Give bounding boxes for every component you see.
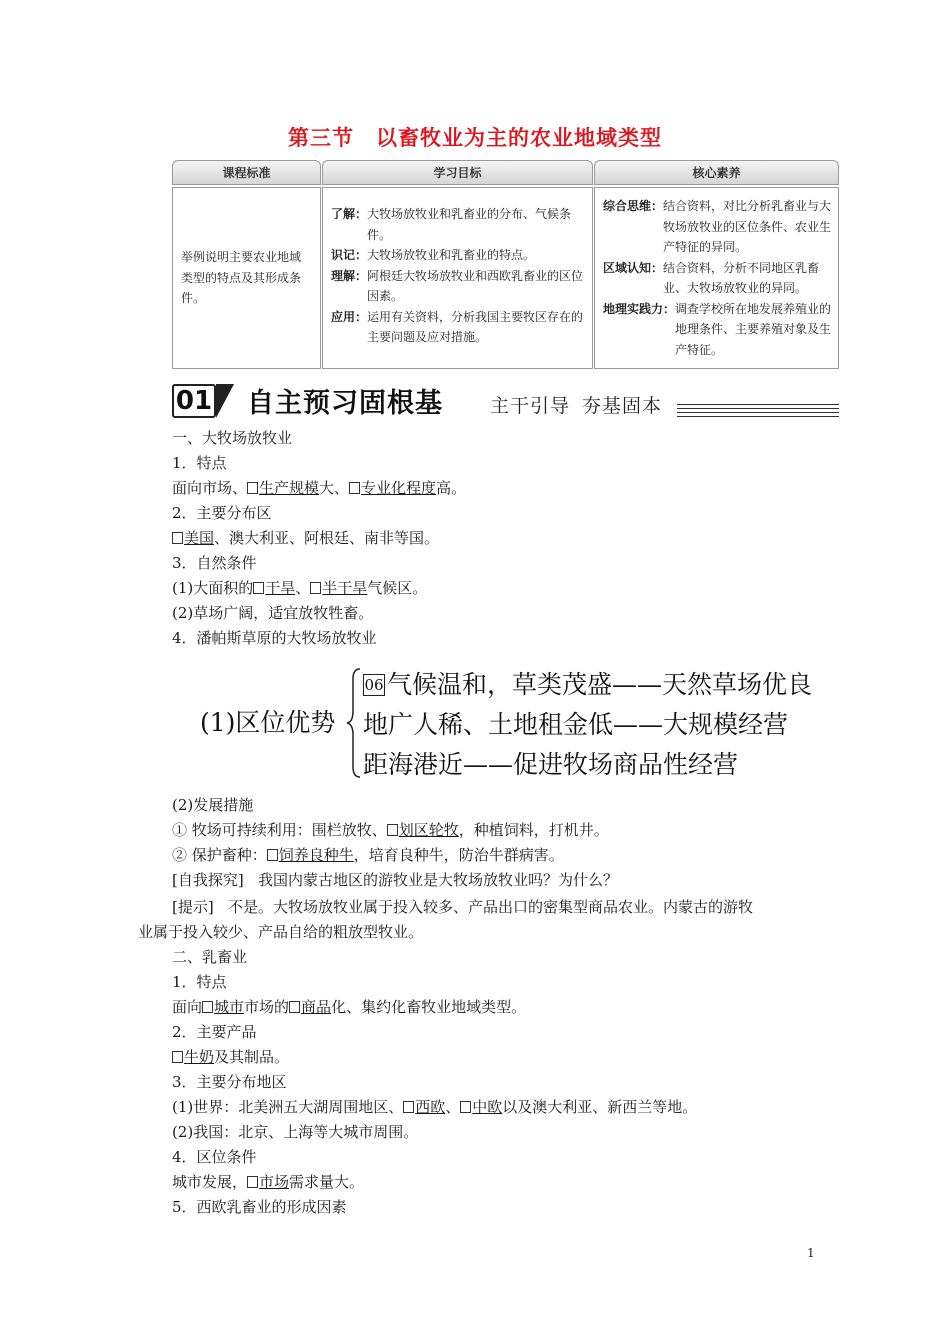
- course-standard-cell: [172, 187, 321, 369]
- text-line: ② 保护畜种： 饲养良种牛，培育良种牛，防治牛群病害。: [172, 846, 564, 864]
- subheading: 5．西欧乳畜业的形成因素: [172, 1198, 347, 1216]
- heading-dairy: 二、乳畜业: [172, 948, 248, 966]
- section-heading: 自主预习固根基: [247, 388, 443, 419]
- text-line: (1)世界：北美洲五大湖周围地区、 西欧、 中欧以及澳大利亚、新西兰等地。: [172, 1098, 698, 1116]
- diagram-branch: 06 气候温和，草类茂盛——天然草场优良: [364, 670, 813, 699]
- subheading: 2．主要分布区: [172, 504, 272, 522]
- banner-rule-lines: [677, 404, 839, 418]
- standards-table: [172, 160, 839, 370]
- text-line: (2)我国：北京、上海等大城市周围。: [172, 1123, 419, 1141]
- location-advantage-diagram: [200, 663, 840, 783]
- objectives-cell: [322, 187, 593, 369]
- text-line: 面向 城市市场的 商品化、集约化畜牧业地域类型。: [172, 998, 527, 1016]
- hint-line: [提示] 不是。大牧场放牧业属于投入较多、产品出口的密集型商品农业。内蒙古的游牧: [172, 898, 754, 916]
- self-inquiry: [自我探究] 我国内蒙古地区的游牧业是大牧场放牧业吗？为什么？: [172, 871, 619, 889]
- text-line: (1)大面积的 干旱、 半干旱气候区。: [172, 579, 428, 597]
- subheading: 3．自然条件: [172, 554, 257, 572]
- course-standard-text: 举例说明主要农业地域类型的特点及其形成条件。: [181, 250, 302, 306]
- literacy-item: 区域认知： 结合资料，分析不同地区乳畜业、大牧场放牧业的异同。: [603, 260, 820, 295]
- header-objectives: 学习目标: [322, 160, 593, 185]
- page-title: 第三节 以畜牧业为主的农业地域类型: [288, 126, 662, 150]
- answer-badge: 06: [364, 676, 384, 694]
- literacy-cell: [594, 187, 839, 369]
- objective-item: 理解： 阿根廷大牧场放牧业和西欧乳畜业的区位因素。: [331, 268, 584, 303]
- subheading: 1．特点: [172, 454, 227, 472]
- text-line: (2)草场广阔，适宜放牧牲畜。: [172, 604, 374, 622]
- text-line: 牛奶及其制品。: [172, 1047, 289, 1067]
- section-banner: [172, 381, 839, 423]
- diagram-branch: 距海港近——促进牧场商品性经营: [363, 750, 739, 779]
- text-line: 城市发展， 市场需求量大。: [172, 1173, 365, 1191]
- literacy-item: 地理实践力： 调查学校所在地发展养殖业的地理条件、主要养殖对象及生产特征。: [603, 301, 832, 357]
- subheading: (2)发展措施: [172, 796, 254, 814]
- heading-ranching: 一、大牧场放牧业: [172, 429, 293, 447]
- literacy-item: 综合思维： 结合资料，对比分析乳畜业与大牧场放牧业的区位条件、农业生产特征的异同。: [603, 199, 832, 254]
- objective-item: 了解： 大牧场放牧业和乳畜业的分布、气候条件。: [331, 207, 572, 242]
- header-literacy: 核心素养: [594, 160, 839, 185]
- banner-triangle: [216, 384, 234, 418]
- subheading: 3．主要分布地区: [172, 1073, 287, 1091]
- page-number: 1: [807, 1246, 815, 1260]
- section-subheading: 主干引导 夯基固本: [490, 395, 663, 417]
- subheading: 4．潘帕斯草原的大牧场放牧业: [172, 629, 377, 647]
- subheading: 4．区位条件: [172, 1148, 257, 1166]
- subheading: 2．主要产品: [172, 1023, 257, 1041]
- text-line: 业属于投入较少、产品自给的粗放型牧业。: [138, 923, 424, 941]
- diagram-lead-label: (1)区位优势: [200, 708, 336, 737]
- objective-item: 识记： 大牧场放牧业和乳畜业的特点。: [331, 248, 536, 262]
- header-course-standard: 课程标准: [172, 160, 321, 185]
- text-line: 美国、澳大利亚、阿根廷、南非等国。: [172, 528, 439, 548]
- section-number: 01: [172, 384, 216, 418]
- subheading: 1．特点: [172, 973, 227, 991]
- diagram-branch: 地广人稀、土地租金低——大规模经营: [363, 710, 789, 739]
- text-line: ① 牧场可持续利用：围栏放牧、 划区轮牧，种植饲料，打机井。: [172, 821, 609, 839]
- text-line: 面向市场、 生产规模大、 专业化程度高。: [172, 479, 467, 497]
- curly-brace-icon: [346, 667, 362, 779]
- objective-item: 应用： 运用有关资料，分析我国主要牧区存在的主要问题及应对措施。: [331, 309, 584, 344]
